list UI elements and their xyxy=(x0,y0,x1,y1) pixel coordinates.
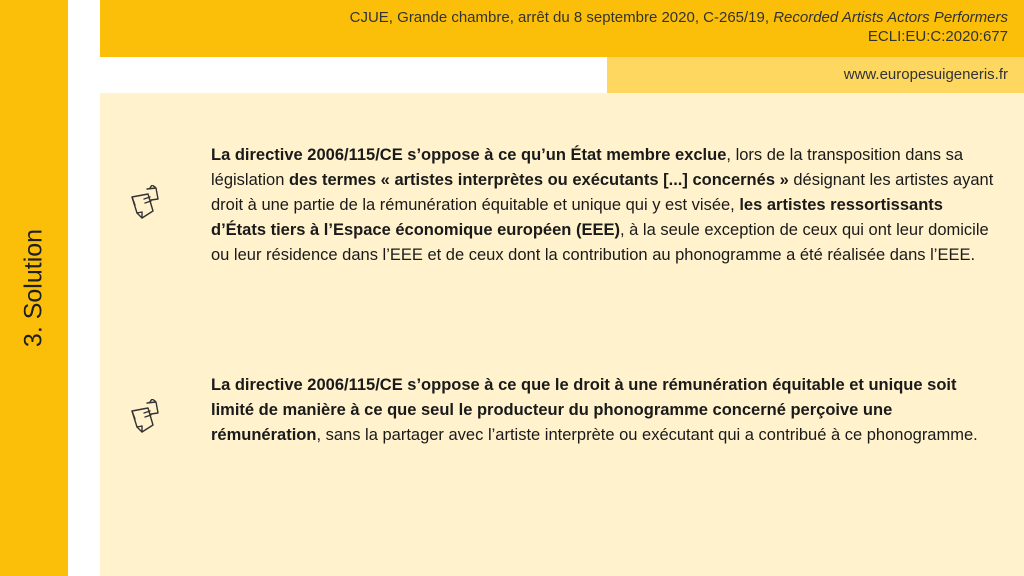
header-bar xyxy=(100,0,1024,57)
text-segment: La directive 2006/115/CE s’oppose à ce que le droit à une rémunération équitable et unique soit limité de manière à ce que seul le producteur du phonogramme concerné perçoive une rémunération xyxy=(211,376,957,444)
text-segment: La directive 2006/115/CE s’oppose à ce qu’un État membre exclue xyxy=(211,146,727,164)
holding-text xyxy=(211,373,1001,448)
text-segment: , lors de la transposition dans sa législation xyxy=(211,146,964,189)
text-segment: , à la seule exception de ceux qui ont leur domicile ou leur résidence dans l’EEE et de ceux dont la contribution au phonogramme a été réalisée dans l’EEE. xyxy=(211,221,989,264)
section-title: 3. Solution xyxy=(19,228,48,348)
text-segment: les artistes ressortissants d’États tiers à l’Espace économique européen (EEE) xyxy=(211,196,943,239)
sidebar xyxy=(0,0,68,576)
text-segment: désignant les artistes ayant droit à une partie de la rémunération équitable et unique qui y est visée, xyxy=(211,171,994,214)
ecli-reference: ECLI:EU:C:2020:677 xyxy=(867,28,1008,45)
text-segment: des termes « artistes interprètes ou exécutants [...] concernés » xyxy=(288,171,789,189)
sticky-note-icon xyxy=(128,399,162,440)
website-bar xyxy=(607,57,1024,93)
citation-line xyxy=(350,8,1008,27)
citation-prefix: CJUE, Grande chambre, arrêt du 8 septembre 2020, C-265/19, xyxy=(349,9,774,26)
sticky-note-icon xyxy=(128,185,162,226)
website-link[interactable]: www.europesuigeneris.fr xyxy=(843,66,1008,83)
citation-case-name: Recorded Artists Actors Performers xyxy=(773,9,1008,26)
content-panel xyxy=(100,93,1024,576)
case-citation xyxy=(350,8,1008,46)
text-segment: , sans la partager avec l’artiste interprète ou exécutant qui a contribué à ce phonogramme. xyxy=(316,426,978,444)
holding-text xyxy=(211,143,1001,268)
